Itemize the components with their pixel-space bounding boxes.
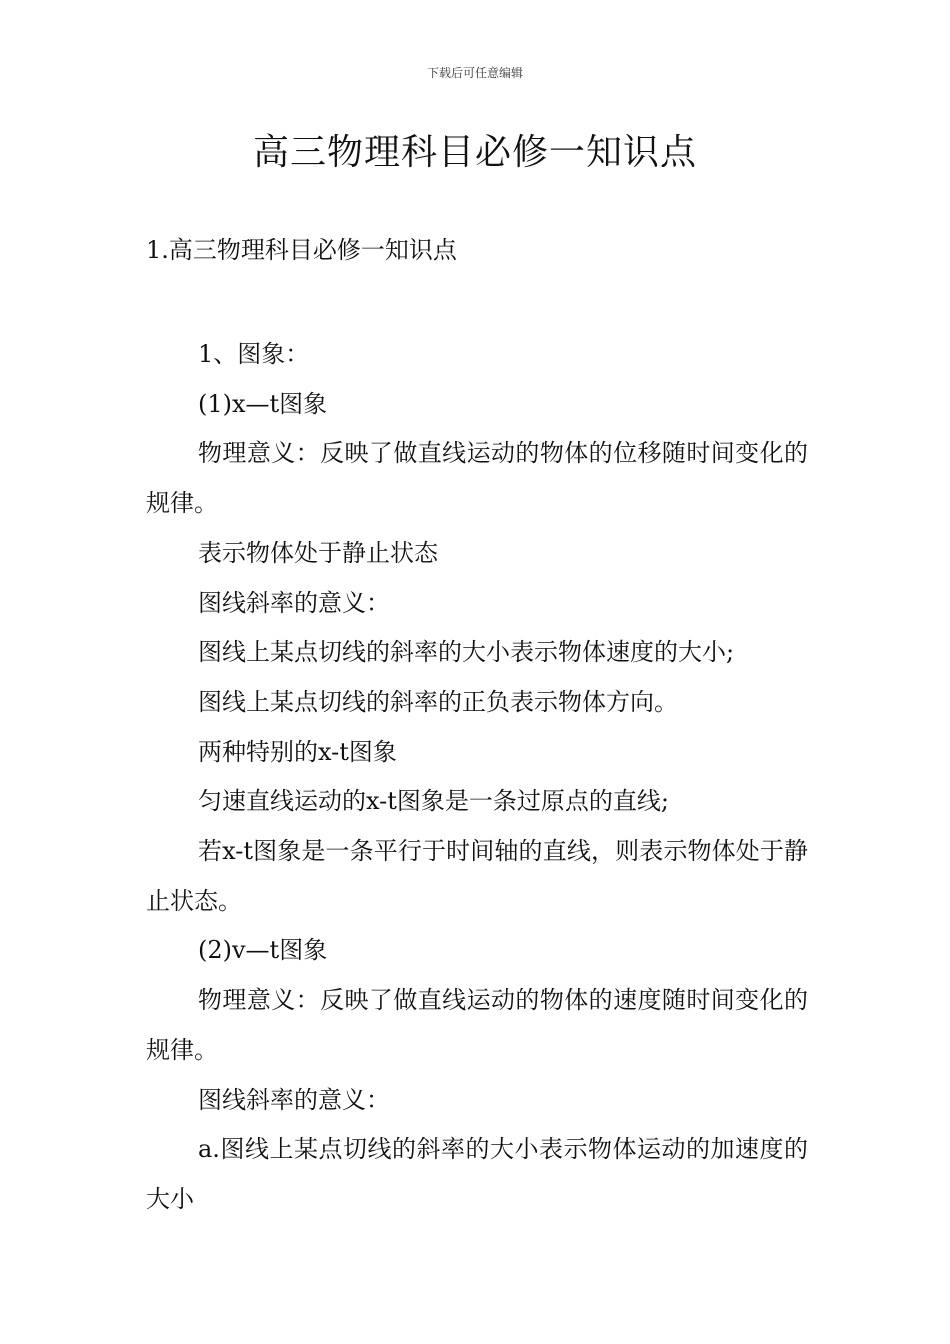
paragraph: 图线斜率的意义： bbox=[198, 1085, 390, 1114]
paragraph: a.图线上某点切线的斜率的大小表示物体运动的加速度的大小 bbox=[146, 1135, 808, 1213]
paragraph: 表示物体处于静止状态 bbox=[198, 538, 438, 567]
paragraph: 图线上某点切线的斜率的正负表示物体方向。 bbox=[198, 687, 678, 716]
paragraph: 物理意义：反映了做直线运动的物体的速度随时间变化的规律。 bbox=[146, 986, 808, 1064]
paragraph: (2)v—t图象 bbox=[198, 936, 328, 965]
paragraph: 图线上某点切线的斜率的大小表示物体速度的大小; bbox=[198, 638, 735, 667]
paragraph: 两种特别的x-t图象 bbox=[198, 737, 397, 766]
section-heading: 1.高三物理科目必修一知识点 bbox=[146, 236, 457, 264]
paragraph: 图线斜率的意义： bbox=[198, 588, 390, 617]
document-title: 高三物理科目必修一知识点 bbox=[252, 132, 697, 173]
paragraph: 匀速直线运动的x-t图象是一条过原点的直线; bbox=[198, 787, 669, 816]
paragraph: (1)x—t图象 bbox=[198, 389, 328, 418]
paragraph: 1、图象： bbox=[198, 340, 310, 368]
paragraph: 若x-t图象是一条平行于时间轴的直线，则表示物体处于静止状态。 bbox=[146, 837, 808, 915]
header-note: 下载后可任意编辑 bbox=[426, 66, 523, 80]
document-body bbox=[146, 330, 808, 1225]
paragraph: 物理意义：反映了做直线运动的物体的位移随时间变化的规律。 bbox=[146, 439, 808, 518]
